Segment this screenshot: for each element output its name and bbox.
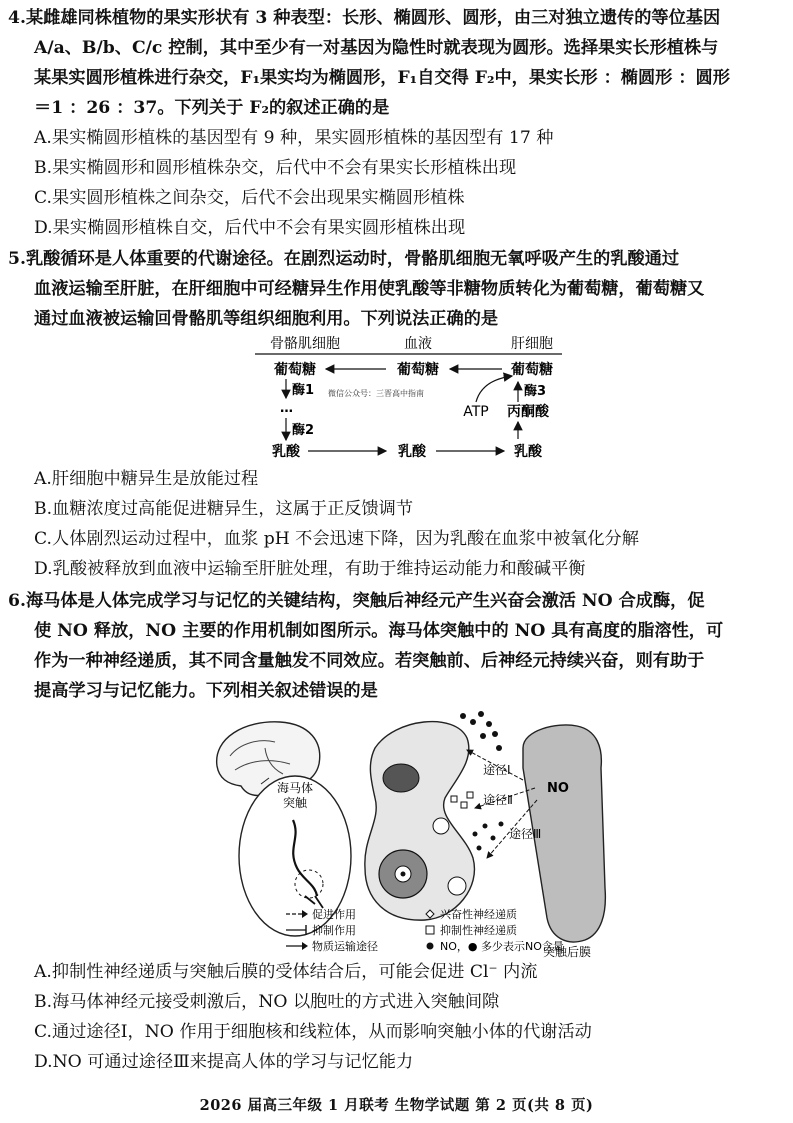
inhibitory-square-icon	[426, 926, 434, 934]
legend-inhibit: 抑制作用	[312, 924, 356, 937]
no-label: NO	[547, 781, 569, 796]
arrow-atp	[476, 376, 512, 402]
nucleus-center	[401, 872, 406, 877]
ellipsis-label: …	[280, 401, 293, 416]
q5-stem-line-2: 血液运输至肝脏，在肝细胞中可经糖异生作用使乳酸等非糖物质转化为葡萄糖，葡萄糖又	[34, 279, 705, 299]
q4-stem-line-1: 4.某雌雄同株植物的果实形状有 3 种表型：长形、椭圆形、圆形，由三对独立遗传的等位基因	[8, 8, 721, 28]
q5-option-b: B.血糖浓度过高能促进糖异生，这属于正反馈调节	[34, 499, 414, 519]
no-dot-icon	[427, 943, 434, 950]
transmitter-square-1	[451, 796, 457, 802]
no-dots	[460, 711, 504, 851]
legend-transport: 物质运输途径	[312, 940, 378, 953]
q6-option-a: A.抑制性神经递质与突触后膜的受体结合后，可能会促进 Cl⁻ 内流	[34, 962, 538, 982]
legend-excitatory: 兴奋性神经递质	[440, 908, 517, 921]
legend-promote: 促进作用	[312, 908, 356, 921]
q4-option-d: D.果实椭圆形植株自交，后代中不会有果实圆形植株出现	[34, 218, 466, 238]
vesicle-1	[433, 818, 449, 834]
enzyme1-label: 酶1	[292, 383, 315, 398]
q6-stem-line-4: 提高学习与记忆能力。下列相关叙述错误的是	[34, 681, 378, 701]
page-footer: 2026 届高三年级 1 月联考 生物学试题 第 2 页(共 8 页)	[199, 1097, 594, 1114]
atp-label: ATP	[463, 404, 489, 420]
q5-option-a: A.肝细胞中糖异生是放能过程	[34, 469, 259, 489]
q5-option-c: C.人体剧烈运动过程中，血浆 pH 不会迅速下降，因为乳酸在血浆中被氧化分解	[34, 529, 639, 549]
transmitter-square-2	[461, 802, 467, 808]
header-skeletal-muscle: 骨骼肌细胞	[270, 336, 340, 352]
q5-stem-line-1: 5.乳酸循环是人体重要的代谢途径。在剧烈运动时，骨骼肌细胞无氧呼吸产生的乳酸通过	[8, 249, 680, 269]
q4-stem-line-2: A/a、B/b、C/c 控制，其中至少有一对基因为隐性时就表现为圆形。选择果实长形植株与	[34, 38, 719, 58]
q5-stem-line-3: 通过血液被运输回骨骼肌等组织细胞利用。下列说法正确的是	[34, 309, 499, 329]
path1-label: 途径Ⅰ	[483, 763, 511, 777]
header-liver: 肝细胞	[511, 336, 553, 352]
watermark: 微信公众号：三晋高中指南	[328, 389, 424, 398]
synapse-label: 突触	[282, 796, 308, 810]
postsynaptic-label: 突触后膜	[543, 945, 592, 958]
path2-label: 途径Ⅱ	[483, 793, 513, 807]
glucose-blood: 葡萄糖	[397, 362, 439, 378]
promote-arrow-icon	[302, 910, 308, 918]
q4-stem-line-3: 某果实圆形植株进行杂交，F₁果实均为椭圆形，F₁自交得 F₂中，果实长形 ：椭圆形 ：圆形	[34, 68, 730, 88]
enzyme3-label: 酶3	[524, 384, 547, 399]
q4-option-a: A.果实椭圆形植株的基因型有 9 种，果实圆形植株的基因型有 17 种	[34, 128, 554, 148]
q6-stem-line-1: 6.海马体是人体完成学习与记忆的关键结构，突触后神经元产生兴奋会激活 NO 合成酶，促	[8, 591, 705, 611]
pyruvate-label: 丙酮酸	[507, 404, 549, 420]
figure-legend	[280, 902, 570, 958]
q6-option-b: B.海马体神经元接受刺激后，NO 以胞吐的方式进入突触间隙	[34, 992, 500, 1012]
q6-option-d: D.NO 可通过途径Ⅲ来提高人体的学习与记忆能力	[34, 1052, 414, 1072]
transport-arrow-icon	[302, 942, 308, 950]
vesicle-2	[448, 877, 466, 895]
mitochondrion-icon	[383, 764, 419, 792]
q4-option-c: C.果实圆形植株之间杂交，后代不会出现果实椭圆形植株	[34, 188, 465, 208]
glucose-liver: 葡萄糖	[511, 362, 553, 378]
transmitter-square-3	[467, 792, 473, 798]
path3-label: 途径Ⅲ	[509, 827, 542, 841]
lactate-blood: 乳酸	[398, 444, 426, 460]
q6-option-c: C.通过途径Ⅰ，NO 作用于细胞核和线粒体，从而影响突触小体的代谢活动	[34, 1022, 592, 1042]
q6-stem-line-3: 作为一种神经递质，其不同含量触发不同效应。若突触前、后神经元持续兴奋，则有助于	[34, 651, 705, 671]
legend-inhibitory: 抑制性神经递质	[440, 924, 517, 937]
q6-stem-line-2: 使 NO 释放，NO 主要的作用机制如图所示。海马体突触中的 NO 具有高度的脂溶性，可	[34, 621, 724, 641]
glucose-muscle: 葡萄糖	[274, 362, 316, 378]
header-blood: 血液	[404, 336, 432, 352]
enzyme2-label: 酶2	[292, 423, 315, 438]
excitatory-diamond-icon	[426, 910, 434, 918]
lactate-cycle-diagram	[250, 332, 570, 462]
q4-stem-line-4: ＝1 ：26 ：37。下列关于 F₂的叙述正确的是	[34, 98, 390, 118]
hippocampus-label: 海马体	[276, 781, 314, 795]
lactate-muscle: 乳酸	[272, 444, 300, 460]
q5-option-d: D.乳酸被释放到血液中运输至肝脏处理，有助于维持运动能力和酸碱平衡	[34, 559, 586, 579]
lactate-liver: 乳酸	[514, 444, 542, 460]
legend-no-content: NO，● 多少表示NO含量	[440, 940, 564, 953]
q4-option-b: B.果实椭圆形和圆形植株杂交，后代中不会有果实长形植株出现	[34, 158, 517, 178]
